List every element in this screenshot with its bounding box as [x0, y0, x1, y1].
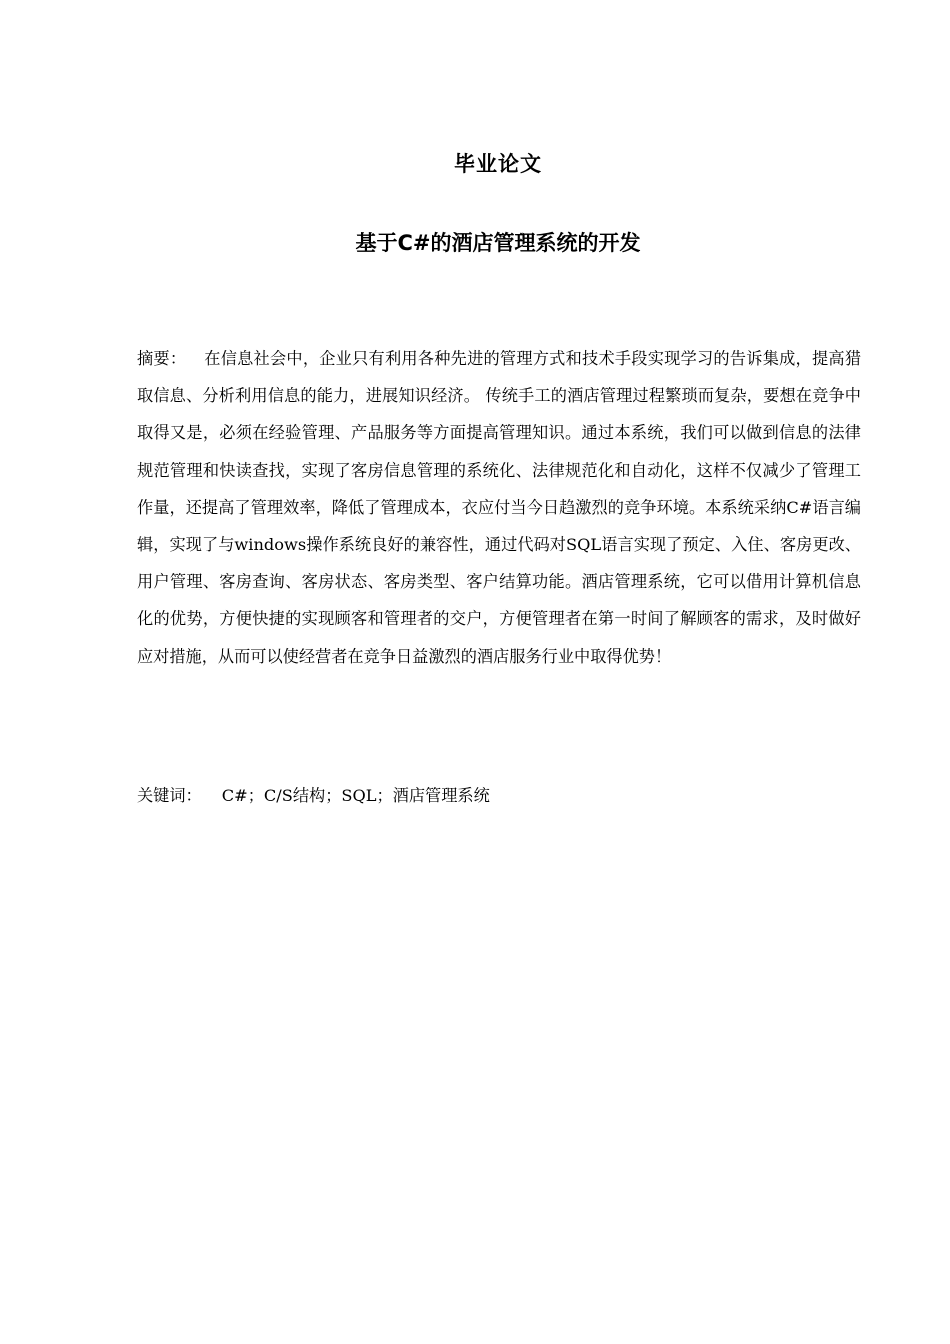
abstract-text: 在信息社会中，企业只有利用各种先进的管理方式和技术手段实现学习的告诉集成，提高猎取信息、分析利用信息的能力，进展知识经济。 传统手工的酒店管理过程繁琐而复杂，要想在竞争中取得又是，必须在经验管理、产品服务等方面提高管理知识。通过本系统，我们可以做到信息的法律规范管理和快读查找，实现了客房信息管理的系统化、法律规范化和自动化，这样不仅减少了管理工作量，还提高了管理效率，降低了管理成本，衣应付当今日趋激烈的竞争环境。本系统采纳C#语言编辑，实现了与windows操作系统良好的兼容性，通过代码对SQL语言实现了预定、入住、客房更改、用户管理、客房查询、客房状态、客房类型、客户结算功能。酒店管理系统，它可以借用计算机信息化的优势，方便快捷的实现顾客和管理者的交户，方便管理者在第一时间了解顾客的需求，及时做好应对措施，从而可以使经营者在竞争日益激烈的酒店服务行业中取得优势！ — [137, 349, 862, 666]
keywords-line — [137, 782, 861, 810]
thesis-type-heading: 毕业论文 — [454, 152, 542, 176]
keywords-text: C#；C/S结构；SQL；酒店管理系统 — [221, 786, 490, 805]
abstract-paragraph — [137, 340, 861, 675]
keywords-label: 关键词： — [137, 786, 202, 805]
thesis-title: 基于C#的酒店管理系统的开发 — [355, 231, 641, 255]
abstract-label: 摘要： — [137, 349, 187, 368]
